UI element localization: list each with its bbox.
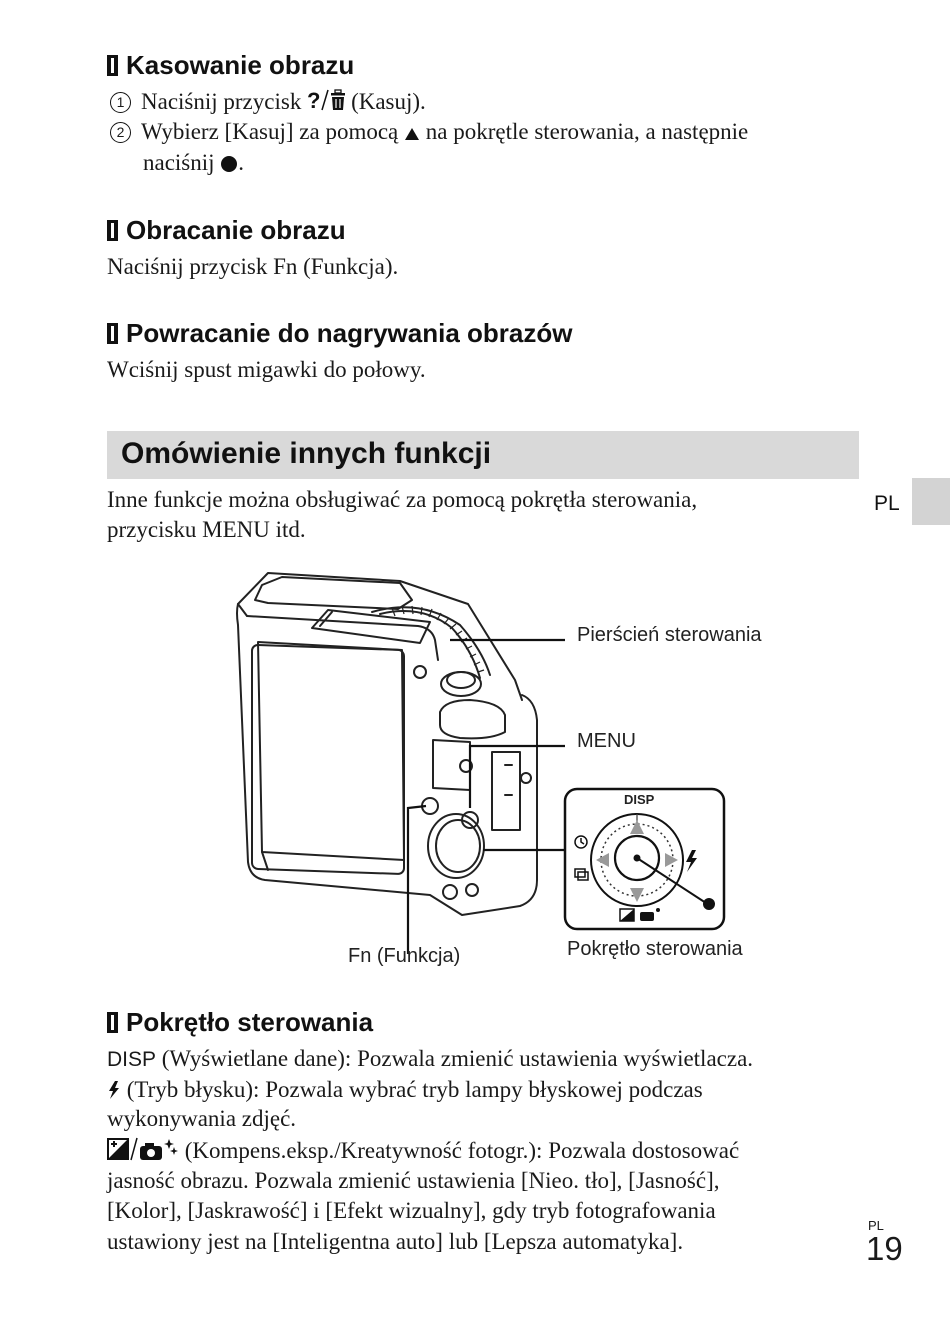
exposure-comp-creative-icon: [107, 1137, 179, 1169]
rotate-text: Naciśnij przycisk Fn (Funkcja).: [107, 254, 399, 279]
label-control-wheel: Pokrętło sterowania: [567, 938, 743, 960]
heading-text: Powracanie do nagrywania obrazów: [126, 318, 573, 348]
return-text: Wciśnij spust migawki do połowy.: [107, 357, 426, 382]
overview-heading: Omówienie innych funkcji: [121, 437, 492, 470]
delete-step-2: 2 Wybierz [Kasuj] za pomocą na pokrętle sterowania, a następnie: [110, 117, 748, 150]
page-number: 19: [866, 1230, 903, 1267]
heading-marker: [107, 1012, 118, 1033]
dial-exposure-line: (Kompens.eksp./Kreatywność fotogr.): Pozwala dostosować: [107, 1136, 739, 1169]
heading-text: Kasowanie obrazu: [126, 50, 355, 80]
dial-flash-line: (Tryb błysku): Pozwala wybrać tryb lampy błyskowej podczas: [107, 1075, 703, 1108]
dial-exposure-line-2: jasność obrazu. Pozwala zmienić ustawienia [Nieo. tło], [Jasność],: [107, 1168, 720, 1193]
delete-step-2-cont: naciśnij .: [143, 148, 244, 181]
dial-exposure-line-3: [Kolor], [Jaskrawość] i [Efekt wizualny], gdy tryb fotografowania: [107, 1198, 716, 1223]
svg-text:?: ?: [307, 88, 321, 112]
dial-disp-line: DISP (Wyświetlane dane): Pozwala zmienić ustawienia wyświetlacza.: [107, 1046, 754, 1071]
heading-text: Obracanie obrazu: [126, 215, 346, 245]
delete-step-1: 1 Naciśnij przycisk ? (Kasuj).: [110, 87, 426, 120]
heading-text: Pokrętło sterowania: [126, 1007, 374, 1037]
disp-label: DISP: [107, 1048, 157, 1071]
label-fn: Fn (Funkcja): [348, 945, 461, 967]
label-control-ring: Pierścień sterowania: [577, 624, 762, 646]
dial-disp-label: DISP: [624, 792, 655, 807]
dial-exposure-line-4: ustawiony jest na [Inteligentna auto] lub [Lepsza automatyka].: [107, 1229, 684, 1254]
section-heading-dial: [107, 1007, 373, 1037]
page-language: PL: [868, 1218, 884, 1233]
dial-flash-line-2: wykonywania zdjęć.: [107, 1106, 297, 1131]
language-side-label: PL: [874, 492, 900, 515]
step-number: 1: [110, 92, 131, 113]
overview-line-1: Inne funkcje można obsługiwać za pomocą pokrętła sterowania,: [107, 487, 698, 512]
label-menu: MENU: [577, 730, 636, 752]
step-number: 2: [110, 122, 131, 143]
overview-line-2: przycisku MENU itd.: [107, 517, 306, 542]
